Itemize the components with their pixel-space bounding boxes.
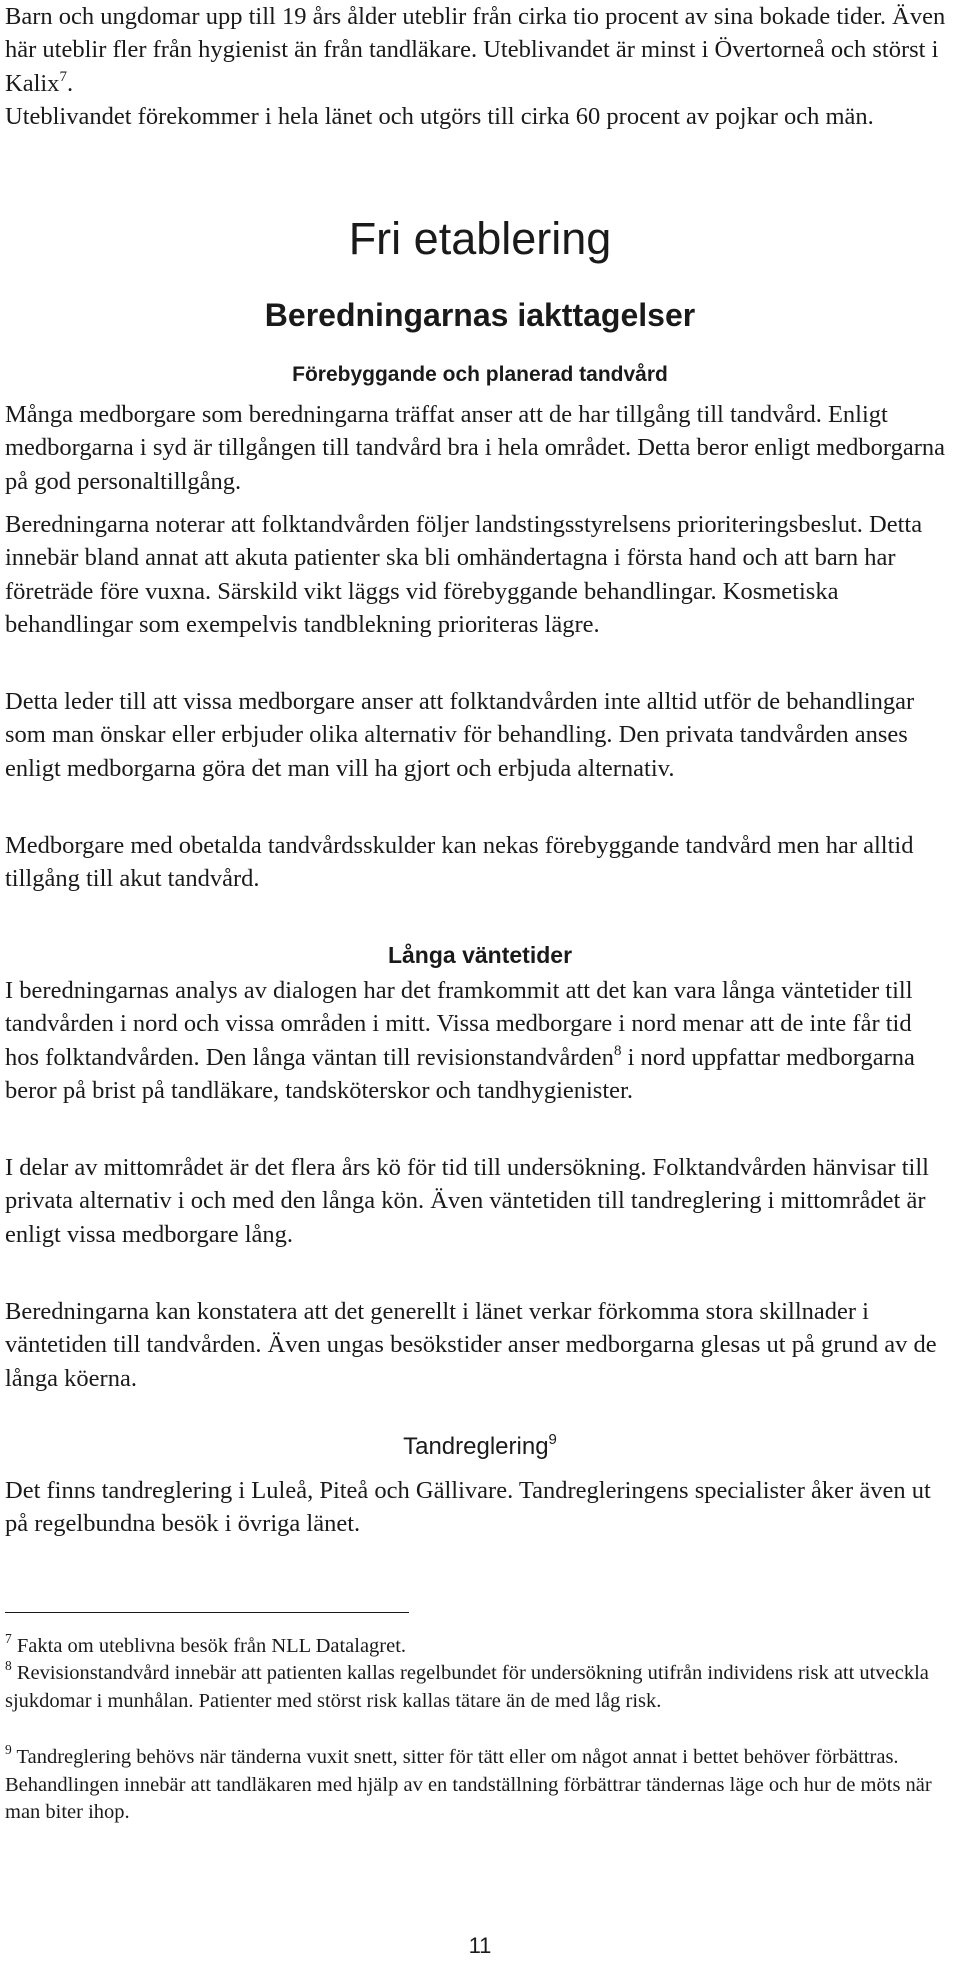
footnote-text: Tandreglering behövs när tänderna vuxit snett, sitter för tätt eller om något annat i bettet behöver förbättras. Behandlingen innebär att tandläkaren med hjälp av en tandställning förbättrar tändernas läge och hur de möts när man biter ihop. <box>5 1746 932 1823</box>
paragraph-access: Många medborgare som beredningarna träffat anser att de har tillgång till tandvård. Enligt medborgarna i syd är tillgången till tandvård bra i hela området. Detta beror enligt medborgarna på god personaltillgång. <box>5 401 945 495</box>
orthodontics-heading-text: Tandreglering <box>403 1433 549 1460</box>
paragraph-alternatives: Detta leder till att vissa medborgare anser att folktandvården inte alltid utför de behandlingar som man önskar eller erbjuder olika alternativ för behandling. Den privata tandvården anses enligt medborgarna göra det man vill ha gjort och erbjuda alternativ. <box>5 688 915 782</box>
paragraph-priorities: Beredningarna noterar att folktandvården följer landstingsstyrelsens prioriteringsbeslut. Detta innebär bland annat att akuta patienter ska bli omhändertagna i första hand och att barn har företräde före vuxna. Särskild vikt läggs vid förebyggande behandlingar. Kosmetiska behandlingar som exempelvis tandblekning prioriteras lägre. <box>5 511 923 639</box>
footnote-number: 9 <box>5 1742 12 1757</box>
footnote-number: 8 <box>5 1658 12 1673</box>
waiting-text-end: i nord uppfattar medborgarna beror på brist på tandläkare, tandsköterskor och tandhygienister. <box>5 1043 915 1105</box>
footnote-7 <box>5 1633 950 1661</box>
footnote-ref-8[interactable]: 8 <box>613 1042 622 1059</box>
footnote-ref-9[interactable]: 9 <box>548 1431 557 1448</box>
paragraph-differences: Beredningarna kan konstatera att det generellt i länet verkar förkomma stora skillnader i väntetiden till tandvården. Även ungas besökstider anser medborgarna glesas ut på grund av de långa köerna. <box>5 1298 937 1392</box>
footnote-text: Fakta om uteblivna besök från NLL Datalagret. <box>11 1635 407 1657</box>
heading-orthodontics <box>0 1432 960 1462</box>
paragraph-orthodontics: Det finns tandreglering i Luleå, Piteå och Gällivare. Tandregleringens specialister åker även ut på regelbundna besök i övriga länet. <box>5 1477 931 1538</box>
intro-text: Barn och ungdomar upp till 19 års ålder uteblir från cirka tio procent av sina bokade tider. Även här uteblir fler från hygienist än från tandläkare. Uteblivandet är minst i Övertorneå och störst i Kalix <box>5 3 946 97</box>
paragraph-debts: Medborgare med obetalda tandvårdsskulder kan nekas förebyggande tandvård men har alltid tillgång till akut tandvård. <box>5 832 914 893</box>
footnote-separator <box>5 1612 409 1613</box>
footnote-text: Revisionstandvård innebär att patienten kallas regelbundet för undersökning utifrån individens risk att utveckla sjukdomar i munhålan. Patienter med störst risk kallas tätare än de med låg risk. <box>5 1662 929 1712</box>
intro-paragraph-dropout <box>5 0 950 100</box>
section-title: Fri etablering <box>348 213 612 264</box>
heading-waiting-times: Långa väntetider <box>387 942 573 968</box>
intro-text-end: . <box>66 69 74 97</box>
heading-preventive-care: Förebyggande och planerad tandvård <box>292 363 668 386</box>
footnote-number: 7 <box>5 1631 12 1646</box>
page-number: 11 <box>468 1933 492 1958</box>
footnote-ref-7[interactable]: 7 <box>59 68 67 85</box>
footnote-9 <box>5 1744 950 1827</box>
waiting-text: I beredningarnas analys av dialogen har det framkommit att det kan vara långa väntetider till tandvården i nord och vissa områden i mitt. Vissa medborgare i nord menar att de inte får tid hos folktandvården. Den långa väntan till revisionstandvården <box>5 977 913 1071</box>
paragraph-queue: I delar av mittområdet är det flera års kö för tid till undersökning. Folktandvården hänvisar till privata alternativ i och med den långa kön. Även väntetiden till tandreglering i mittområdet är enligt vissa medborgare lång. <box>5 1154 929 1248</box>
section-subtitle: Beredningarnas iakttagelser <box>264 297 696 333</box>
intro-paragraph-gender: Uteblivandet förekommer i hela länet och utgörs till cirka 60 procent av pojkar och män. <box>5 103 874 130</box>
footnote-8 <box>5 1660 950 1715</box>
paragraph-waiting <box>5 974 950 1108</box>
